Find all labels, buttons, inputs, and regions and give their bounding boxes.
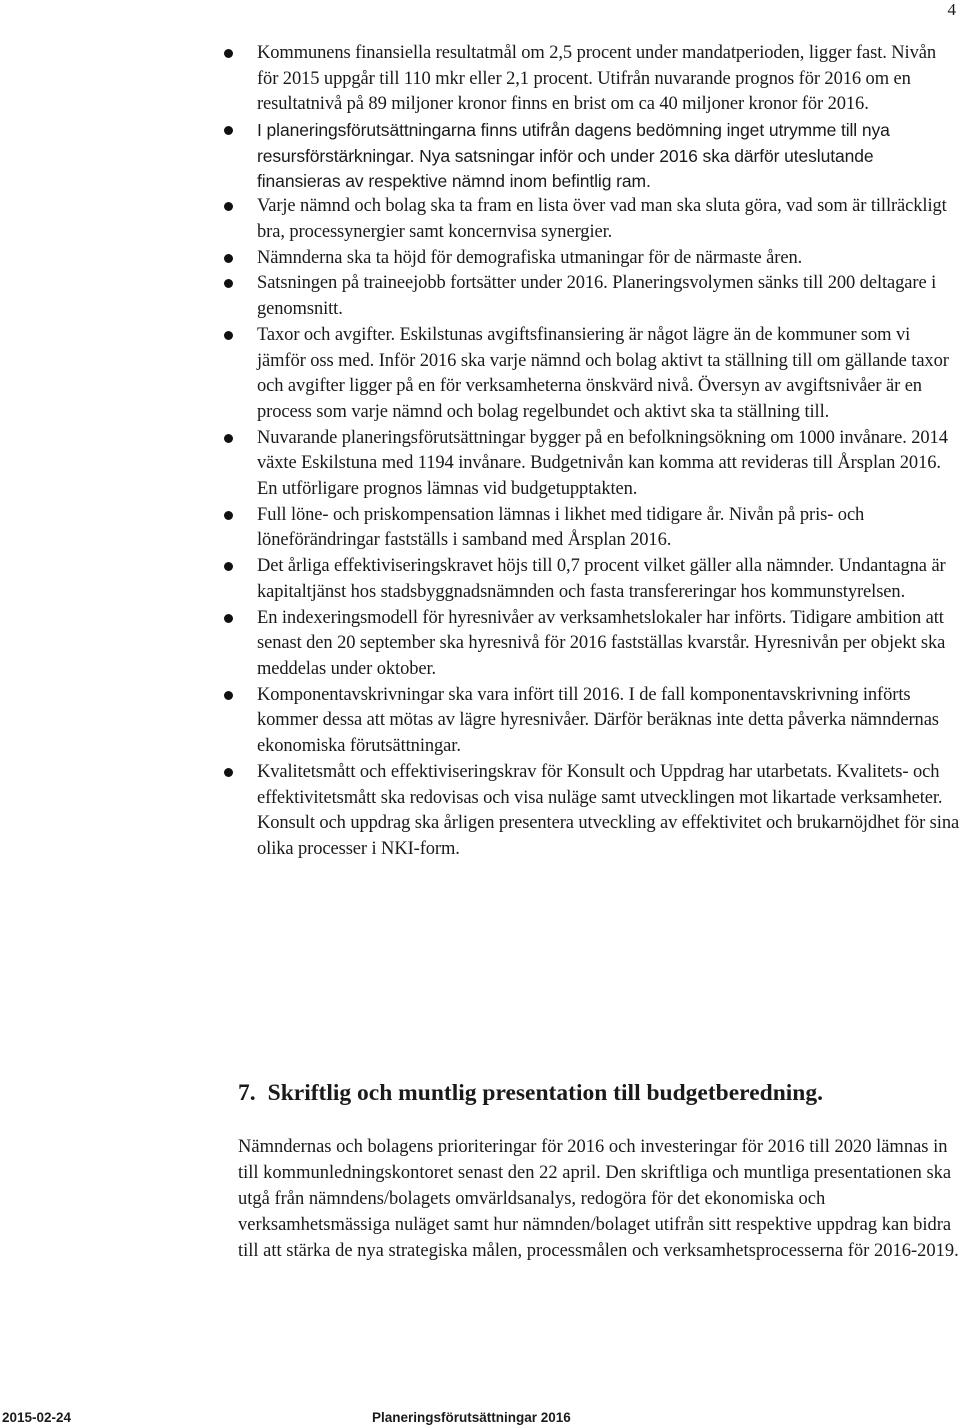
footer-title: Planeringsförutsättningar 2016 (372, 1410, 571, 1425)
bullet-dot-icon (224, 202, 233, 211)
bullet-dot-icon (224, 691, 233, 700)
list-item (224, 194, 960, 245)
list-item-text: Full löne- och priskompensation lämnas i likhet med tidigare år. Nivån på pris- och löneförändringar fastställs i samband med Årsplan 2016. (257, 504, 865, 551)
bullet-dot-icon (224, 254, 233, 263)
list-item (224, 554, 960, 605)
list-item-text: Satsningen på traineejobb fortsätter under 2016. Planeringsvolymen sänks till 200 deltagare i genomsnitt. (257, 273, 937, 320)
list-item (224, 118, 960, 194)
bullet-list (224, 41, 960, 863)
bullet-dot-icon (224, 434, 233, 443)
list-item-text: Det årliga effektiviseringskravet höjs till 0,7 procent vilket gäller alla nämnder. Undantagna är kapitaltjänst hos stadsbyggnadsnämnden och fasta transfereringar hos kommunstyrelsen. (257, 556, 946, 602)
section-title: Skriftlig och muntlig presentation till budgetberedning. (267, 1080, 823, 1106)
list-item (224, 503, 960, 554)
list-item (224, 683, 960, 760)
list-item-text: Nuvarande planeringsförutsättningar bygger på en befolkningsökning om 1000 invånare. 2014 växte Eskilstuna med 1194 invånare. Budgetnivån kan komma att revideras till Årsplan 2016. En utförligare prognos lämnas vid budgetupptakten. (257, 427, 948, 500)
bullet-dot-icon (224, 562, 233, 571)
bullet-dot-icon (224, 126, 233, 135)
footer-date: 2015-02-24 (2, 1410, 72, 1425)
list-item-text: Nämnderna ska ta höjd för demografiska utmaningar för de närmaste åren. (257, 247, 803, 268)
bullet-dot-icon (224, 768, 233, 777)
list-item (224, 246, 960, 272)
list-item (224, 426, 960, 503)
list-item-text: Kommunens finansiella resultatmål om 2,5 procent under mandatperioden, ligger fast. Nivån för 2015 uppgår till 110 mkr eller 2,1 procent. Utifrån nuvarande prognos för 2016 om en resultatnivå på 89 miljoner kronor finns en brist om ca 40 miljoner kronor för 2016. (257, 43, 937, 115)
list-item-text: Kvalitetsmått och effektiviseringskrav för Konsult och Uppdrag har utarbetats. Kvalitets- och effektivitetsmått ska redovisas och visa nuläge samt utvecklingen mot likartade verksamheter. Konsult och uppdrag ska årligen presentera utveckling av effektivitet och brukarnöjdhet för sina olika processer i NKI-form. (257, 761, 960, 859)
section-number: 7. (238, 1080, 256, 1106)
bullet-dot-icon (224, 614, 233, 623)
list-item-text: Varje nämnd och bolag ska ta fram en lista över vad man ska sluta göra, vad som är tillräckligt bra, processynergier samt koncernvisa synergier. (257, 196, 947, 243)
list-item (224, 760, 960, 863)
list-item-text: En indexeringsmodell för hyresnivåer av verksamhetslokaler har införts. Tidigare ambition att senast den 20 september ska hyresnivå för 2016 fastställas kvarstår. Hyresnivån per objekt ska meddelas under oktober. (257, 607, 946, 679)
section-heading (238, 1078, 958, 1108)
bullet-dot-icon (224, 331, 233, 340)
list-item-text: Taxor och avgifter. Eskilstunas avgiftsfinansiering är något lägre än de kommuner som vi jämför oss med. Inför 2016 ska varje nämnd och bolag aktivt ta ställning till om gällande taxor och avgifter ligger på en för verksamheterna önskvärd nivå. Översyn av avgiftsnivåer är en process som varje nämnd och bolag regelbundet och aktivt ska ta ställning till. (257, 324, 949, 422)
bullet-dot-icon (224, 49, 233, 58)
list-item-text: I planeringsförutsättningarna finns utifrån dagens bedömning inget utrymme till nya resursförstärkningar. Nya satsningar inför och under 2016 ska därför uteslutande finansieras av respektive nämnd inom befintlig ram. (257, 120, 890, 191)
list-item (224, 606, 960, 683)
page-number: 4 (947, 0, 956, 19)
bullet-dot-icon (224, 511, 233, 520)
list-item (224, 271, 960, 322)
list-item (224, 41, 960, 118)
list-item-text: Komponentavskrivningar ska vara infört till 2016. I de fall komponentavskrivning införts kommer dessa att mötas av lägre hyresnivåer. Därför beräknas inte detta påverka nämndernas ekonomiska förutsättningar. (257, 684, 939, 757)
bullet-dot-icon (224, 279, 233, 288)
list-item (224, 323, 960, 426)
section-body: Nämndernas och bolagens prioriteringar för 2016 och investeringar för 2016 till 2020 lämnas in till kommunledningskontoret senast den 22 april. Den skriftliga och muntliga presentationen ska utgå från nämndens/bolagets omvärldsanalys, redogöra för det ekonomiska och verksamhetsmässiga nuläget samt hur nämnden/bolaget utifrån sitt respektive uppdrag kan bidra till att stärka de nya strategiska målen, processmålen och verksamhetsprocesserna för 2016-2019. (238, 1137, 959, 1261)
